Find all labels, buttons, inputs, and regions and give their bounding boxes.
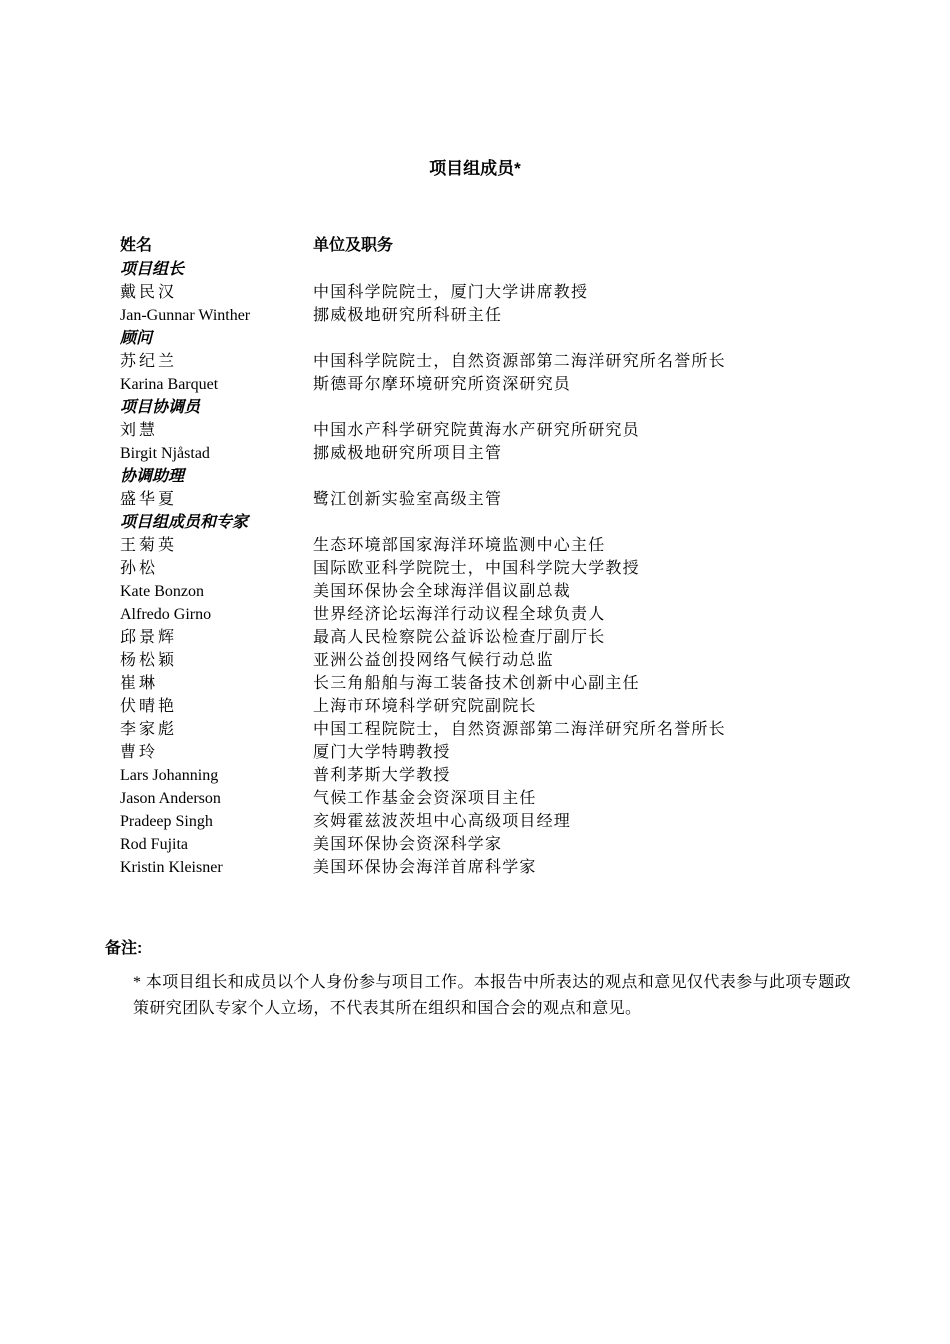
member-name: Birgit Njåstad <box>120 445 210 462</box>
section-label: 项目协调员 <box>120 399 201 416</box>
member-name: Rod Fujita <box>120 836 189 853</box>
member-name: Lars Johanning <box>120 767 219 784</box>
member-position: 长三角船舶与海工装备技术创新中心副主任 <box>313 675 640 692</box>
table-row <box>120 557 820 580</box>
header-position: 单位及职务 <box>313 237 394 254</box>
table-header <box>120 234 820 258</box>
member-position: 美国环保协会资深科学家 <box>313 836 503 853</box>
table-row <box>120 281 820 304</box>
member-position: 挪威极地研究所项目主管 <box>313 445 503 462</box>
member-name: 李家彪 <box>120 721 178 738</box>
table-row <box>120 534 820 557</box>
member-name: Karina Barquet <box>120 376 219 393</box>
member-name: Jason Anderson <box>120 790 221 807</box>
member-name: Kate Bonzon <box>120 583 204 600</box>
member-name: 盛华夏 <box>120 491 178 508</box>
notes-text: * 本项目组长和成员以个人身份参与项目工作。本报告中所表达的观点和意见仅代表参与此项专题政策研究团队专家个人立场，不代表其所在组织和国合会的观点和意见。 <box>133 974 852 1017</box>
table-row <box>120 626 820 649</box>
table-row <box>120 304 820 327</box>
table-row <box>120 833 820 856</box>
member-name: 戴民汉 <box>120 284 178 301</box>
member-position: 斯德哥尔摩环境研究所资深研究员 <box>313 376 572 393</box>
member-position: 中国水产科学研究院黄海水产研究所研究员 <box>313 422 640 439</box>
notes-label: 备注: <box>105 940 143 957</box>
member-position: 生态环境部国家海洋环境监测中心主任 <box>313 537 606 554</box>
member-name: Alfredo Girno <box>120 606 212 623</box>
table-row <box>120 350 820 373</box>
section-label: 项目组成员和专家 <box>120 514 249 531</box>
member-name: 伏晴艳 <box>120 698 178 715</box>
table-row <box>120 695 820 718</box>
table-row <box>120 373 820 396</box>
member-position: 普利茅斯大学教授 <box>313 767 451 784</box>
page-title: 项目组成员* <box>429 159 521 178</box>
table-row <box>120 603 820 626</box>
table-row <box>120 672 820 695</box>
table-row <box>120 419 820 442</box>
table-row <box>120 787 820 810</box>
section-label: 协调助理 <box>120 468 185 485</box>
table-row <box>120 488 820 511</box>
member-position: 世界经济论坛海洋行动议程全球负责人 <box>313 606 606 623</box>
member-position: 中国科学院院士，厦门大学讲席教授 <box>313 284 589 301</box>
member-position: 上海市环境科学研究院副院长 <box>313 698 537 715</box>
member-position: 气候工作基金会资深项目主任 <box>313 790 537 807</box>
member-position: 亚洲公益创投网络气候行动总监 <box>313 652 554 669</box>
section-label: 项目组长 <box>120 261 185 278</box>
member-name: 杨松颖 <box>120 652 178 669</box>
table-row <box>120 718 820 741</box>
member-name: 王菊英 <box>120 537 178 554</box>
table-row <box>120 741 820 764</box>
members-table <box>120 234 820 879</box>
member-name: 邱景辉 <box>120 629 178 646</box>
section-label: 顾问 <box>120 330 153 347</box>
member-position: 美国环保协会全球海洋倡议副总裁 <box>313 583 572 600</box>
member-position: 厦门大学特聘教授 <box>313 744 451 761</box>
member-name: Kristin Kleisner <box>120 859 223 876</box>
member-position: 挪威极地研究所科研主任 <box>313 307 503 324</box>
member-position: 中国工程院院士，自然资源部第二海洋研究所名誉所长 <box>313 721 726 738</box>
member-name: 崔琳 <box>120 675 159 692</box>
table-row <box>120 649 820 672</box>
table-row <box>120 856 820 879</box>
member-name: 刘慧 <box>120 422 159 439</box>
member-name: Pradeep Singh <box>120 813 213 830</box>
member-position: 亥姆霍兹波茨坦中心高级项目经理 <box>313 813 572 830</box>
table-row <box>120 580 820 603</box>
table-row <box>120 442 820 465</box>
member-position: 鹭江创新实验室高级主管 <box>313 491 503 508</box>
member-position: 中国科学院院士，自然资源部第二海洋研究所名誉所长 <box>313 353 726 370</box>
table-row <box>120 810 820 833</box>
member-position: 最高人民检察院公益诉讼检查厅副厅长 <box>313 629 606 646</box>
member-name: 苏纪兰 <box>120 353 178 370</box>
member-position: 美国环保协会海洋首席科学家 <box>313 859 537 876</box>
header-name: 姓名 <box>120 237 153 254</box>
member-name: Jan-Gunnar Winther <box>120 307 251 324</box>
member-position: 国际欧亚科学院院士，中国科学院大学教授 <box>313 560 640 577</box>
member-name: 曹玲 <box>120 744 159 761</box>
member-name: 孙松 <box>120 560 159 577</box>
table-row <box>120 764 820 787</box>
